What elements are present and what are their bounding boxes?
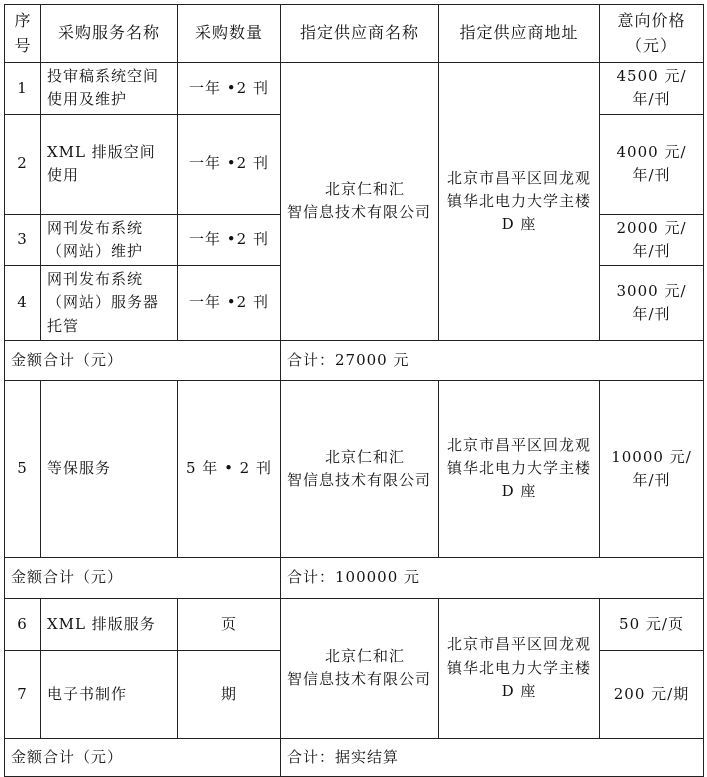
subtotal-label: 金额合计（元） (5, 340, 281, 380)
row-service-name: 电子书制作 (41, 650, 178, 738)
header-supplier: 指定供应商名称 (281, 5, 439, 63)
row-quantity: 页 (178, 598, 281, 650)
row-price: 10000 元/年/刊 (600, 380, 704, 557)
row-service-name: XML 排版服务 (41, 598, 178, 650)
row-price: 3000 元/年/刊 (600, 266, 704, 341)
supplier-name-line2: 智信息技术有限公司 (287, 203, 432, 222)
row-service-name: 网刊发布系统（网站）服务器托管 (41, 266, 178, 341)
row-quantity: 一年 •2 刊 (178, 114, 281, 214)
row-price: 2000 元/年/刊 (600, 214, 704, 266)
header-address: 指定供应商地址 (439, 5, 600, 63)
header-row (5, 5, 704, 63)
subtotal-label: 金额合计（元） (5, 557, 281, 598)
subtotal-label: 金额合计（元） (5, 738, 281, 776)
supplier-name (281, 598, 439, 738)
header-no: 序号 (5, 5, 41, 63)
subtotal-row (5, 340, 704, 380)
row-service-name: 等保服务 (41, 380, 178, 557)
subtotal-row (5, 738, 704, 776)
supplier-name-line2: 智信息技术有限公司 (287, 670, 432, 689)
subtotal-row (5, 557, 704, 598)
procurement-table (4, 4, 704, 777)
table-row (5, 598, 704, 650)
row-service-name: 投审稿系统空间使用及维护 (41, 63, 178, 115)
table-row (5, 380, 704, 557)
row-quantity: 一年 •2 刊 (178, 63, 281, 115)
subtotal-value: 合计：据实结算 (281, 738, 704, 776)
supplier-name-line2: 智信息技术有限公司 (287, 470, 432, 489)
row-service-name: XML 排版空间使用 (41, 114, 178, 214)
supplier-name (281, 380, 439, 557)
row-no: 6 (5, 598, 41, 650)
row-no: 2 (5, 114, 41, 214)
row-no: 3 (5, 214, 41, 266)
supplier-address: 北京市昌平区回龙观镇华北电力大学主楼 D 座 (439, 380, 600, 557)
supplier-name-line1: 北京仁和汇 (325, 447, 406, 466)
supplier-name (281, 63, 439, 341)
header-price: 意向价格（元） (600, 5, 704, 63)
header-qty: 采购数量 (178, 5, 281, 63)
subtotal-value: 合计：27000 元 (281, 340, 704, 380)
row-no: 4 (5, 266, 41, 341)
supplier-address: 北京市昌平区回龙观镇华北电力大学主楼 D 座 (439, 63, 600, 341)
header-name: 采购服务名称 (41, 5, 178, 63)
row-no: 1 (5, 63, 41, 115)
row-quantity: 一年 •2 刊 (178, 214, 281, 266)
table-row (5, 63, 704, 115)
supplier-name-line1: 北京仁和汇 (325, 647, 406, 665)
row-price: 50 元/页 (600, 598, 704, 650)
row-price: 4000 元/年/刊 (600, 114, 704, 214)
subtotal-value: 合计：100000 元 (281, 557, 704, 598)
row-no: 5 (5, 380, 41, 557)
row-no: 7 (5, 650, 41, 738)
row-quantity: 期 (178, 650, 281, 738)
row-quantity: 5 年 • 2 刊 (178, 380, 281, 557)
supplier-name-line1: 北京仁和汇 (325, 180, 406, 199)
row-quantity: 一年 •2 刊 (178, 266, 281, 341)
row-price: 200 元/期 (600, 650, 704, 738)
row-price: 4500 元/年/刊 (600, 63, 704, 115)
row-service-name: 网刊发布系统（网站）维护 (41, 214, 178, 266)
supplier-address: 北京市昌平区回龙观镇华北电力大学主楼 D 座 (439, 598, 600, 738)
